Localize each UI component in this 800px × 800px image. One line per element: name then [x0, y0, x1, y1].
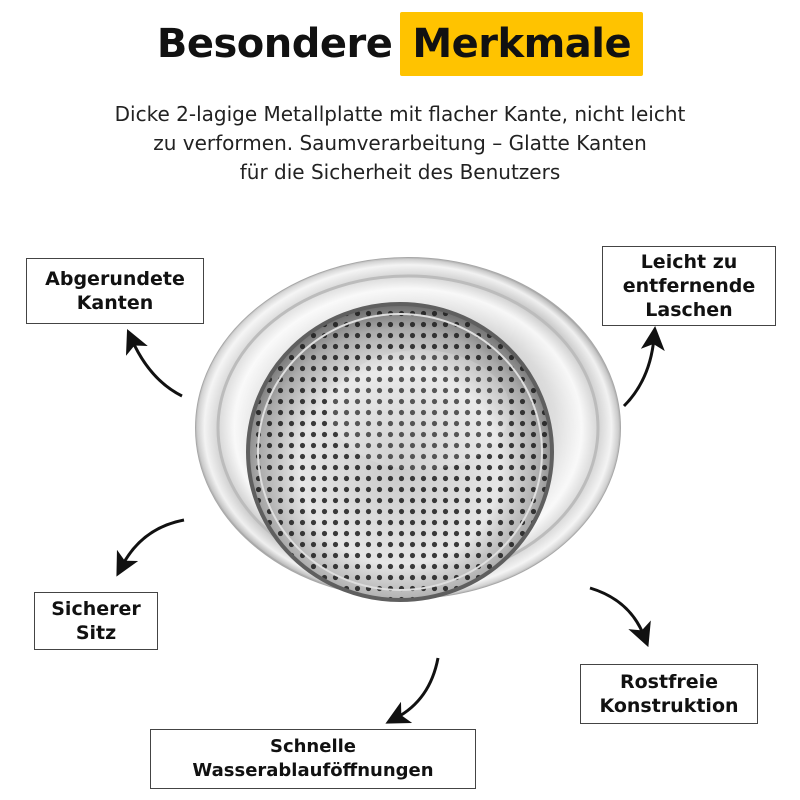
- label-removable-tabs-line-3: Laschen: [645, 299, 733, 321]
- title-text-plain: Besondere: [156, 21, 393, 67]
- label-removable-tabs-line-2: entfernende: [622, 275, 756, 297]
- arrow-rounded-edges: [132, 340, 182, 396]
- label-rust-free-line-1: Rostfreie: [620, 671, 718, 693]
- arrow-removable-tabs: [624, 338, 654, 406]
- label-rounded-edges-line-1: Abgerundete: [45, 268, 185, 290]
- arrow-drain-holes: [396, 658, 438, 718]
- label-removable-tabs-line-1: Leicht zu: [640, 251, 738, 273]
- label-drain-holes-line-2: Wasserablauföffnungen: [192, 760, 434, 781]
- title-text-highlight: Merkmale: [400, 12, 643, 76]
- label-removable-tabs: [602, 246, 776, 326]
- label-rounded-edges-line-2: Kanten: [76, 292, 154, 314]
- label-secure-fit: [34, 592, 158, 650]
- description-line-3: für die Sicherheit des Benutzers: [239, 160, 561, 184]
- description-line-2: zu verformen. Saumverarbeitung – Glatte Kanten: [153, 131, 647, 155]
- label-secure-fit-line-2: Sitz: [75, 622, 117, 644]
- label-rust-free: [580, 664, 758, 724]
- label-rust-free-line-2: Konstruktion: [599, 695, 739, 717]
- label-secure-fit-line-1: Sicherer: [51, 598, 141, 620]
- label-drain-holes-line-1: Schnelle: [269, 736, 357, 757]
- label-drain-holes: [150, 729, 476, 789]
- label-rounded-edges: [26, 258, 204, 324]
- arrow-secure-fit: [122, 520, 184, 566]
- arrow-rust-free: [590, 588, 644, 636]
- description-line-1: Dicke 2-lagige Metallplatte mit flacher Kante, nicht leicht: [114, 102, 686, 126]
